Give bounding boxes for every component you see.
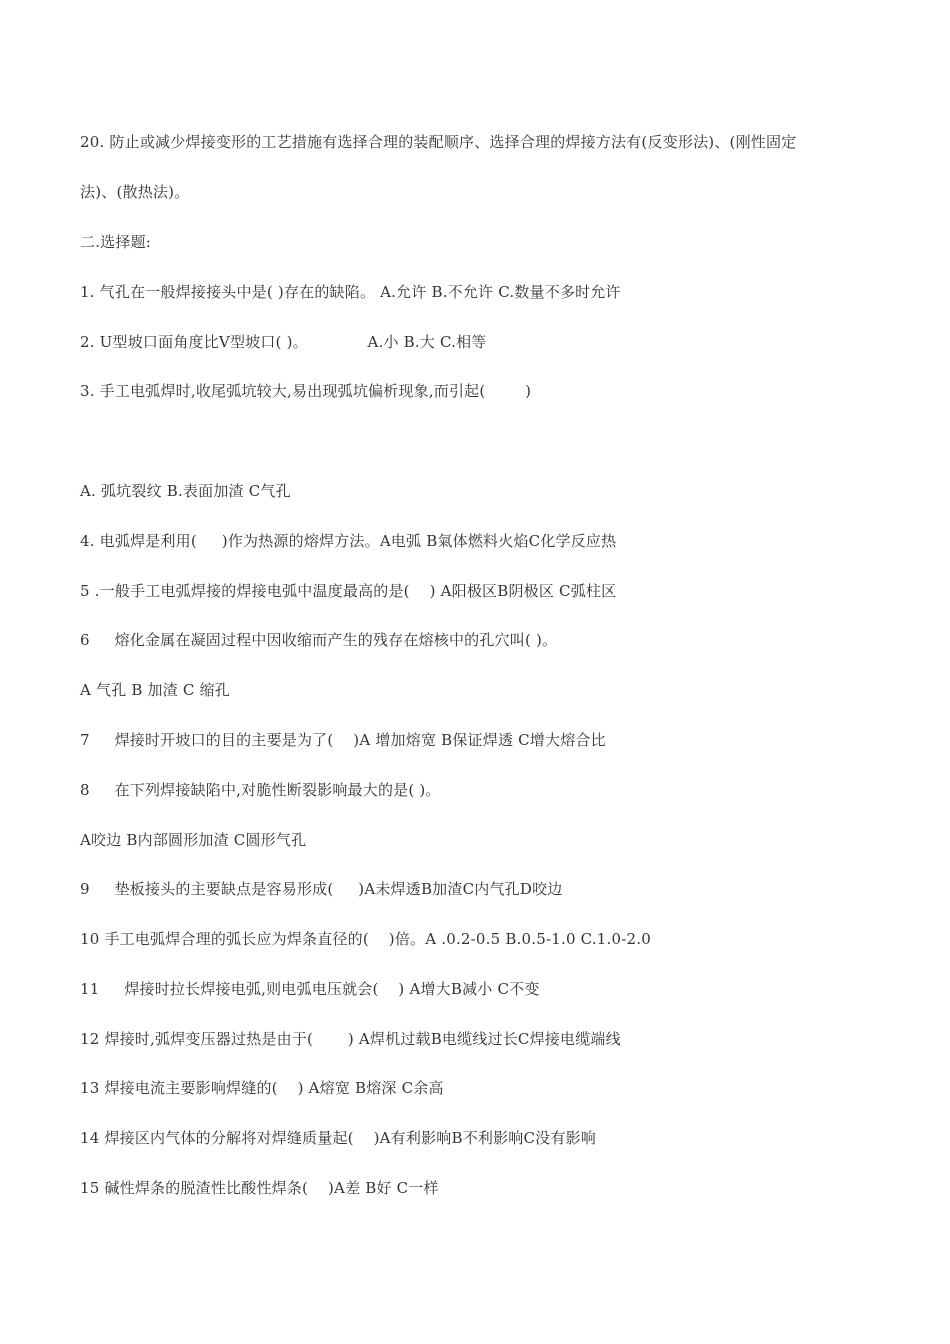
choice-question-12: 12 焊接时,弧焊变压器过热是由于( ) A焊机过载B电缆线过长C焊接电缆端线 xyxy=(80,1030,621,1048)
choice-question-8-options: A咬边 B内部圆形加渣 C圆形气孔 xyxy=(80,831,307,849)
choice-question-6: 6 熔化金属在凝固过程中因收缩而产生的残存在熔核中的孔穴叫( )。 xyxy=(80,631,558,649)
choice-question-9: 9 垫板接头的主要缺点是容易形成( )A未焊透B加渣C内气孔D咬边 xyxy=(80,880,563,898)
choice-question-5: 5 .一般手工电弧焊接的焊接电弧中温度最高的是( ) A阳极区B阴极区 C弧柱区 xyxy=(80,582,617,600)
choice-question-1: 1. 气孔在一般焊接接头中是( )存在的缺陷。 A.允许 B.不允许 C.数量不多时允许 xyxy=(80,283,621,301)
choice-question-2: 2. U型坡口面角度比V型坡口( )。 A.小 B.大 C.相等 xyxy=(80,333,487,351)
choice-question-11: 11 焊接时拉长焊接电弧,则电弧电压就会( ) A增大B减小 C不变 xyxy=(80,980,540,998)
choice-question-13: 13 焊接电流主要影响焊缝的( ) A熔宽 B熔深 C余高 xyxy=(80,1079,444,1097)
choice-question-14: 14 焊接区内气体的分解将对焊缝质量起( )A有利影响B不利影响C没有影响 xyxy=(80,1129,596,1147)
choice-question-15: 15 碱性焊条的脱渣性比酸性焊条( )A差 B好 C一样 xyxy=(80,1179,439,1197)
choice-question-7: 7 焊接时开坡口的目的主要是为了( )A 增加熔宽 B保证焊透 C增大熔合比 xyxy=(80,731,606,749)
choice-question-10: 10 手工电弧焊合理的弧长应为焊条直径的( )倍。A .0.2-0.5 B.0.5-1.0 C.1.0-2.0 xyxy=(80,930,651,948)
question-20-line-2: 法)、(散热法)。 xyxy=(80,183,190,201)
choice-question-3: 3. 手工电弧焊时,收尾弧坑较大,易出现弧坑偏析现象,而引起( ) xyxy=(80,382,532,400)
choice-question-8: 8 在下列焊接缺陷中,对脆性断裂影响最大的是( )。 xyxy=(80,781,441,799)
choice-question-4: 4. 电弧焊是利用( )作为热源的熔焊方法。A电弧 B氣体燃料火焰C化学反应热 xyxy=(80,532,617,550)
question-20-line-1: 20. 防止或减少焊接变形的工艺措施有选择合理的装配顺序、选择合理的焊接方法有(反变形法)、(刚性固定 xyxy=(80,133,797,151)
choice-question-3-options: A. 弧坑裂纹 B.表面加渣 C气孔 xyxy=(80,482,291,500)
section-heading-choice: 二.选择题: xyxy=(80,233,152,251)
choice-question-6-options: A 气孔 B 加渣 C 缩孔 xyxy=(80,681,230,699)
